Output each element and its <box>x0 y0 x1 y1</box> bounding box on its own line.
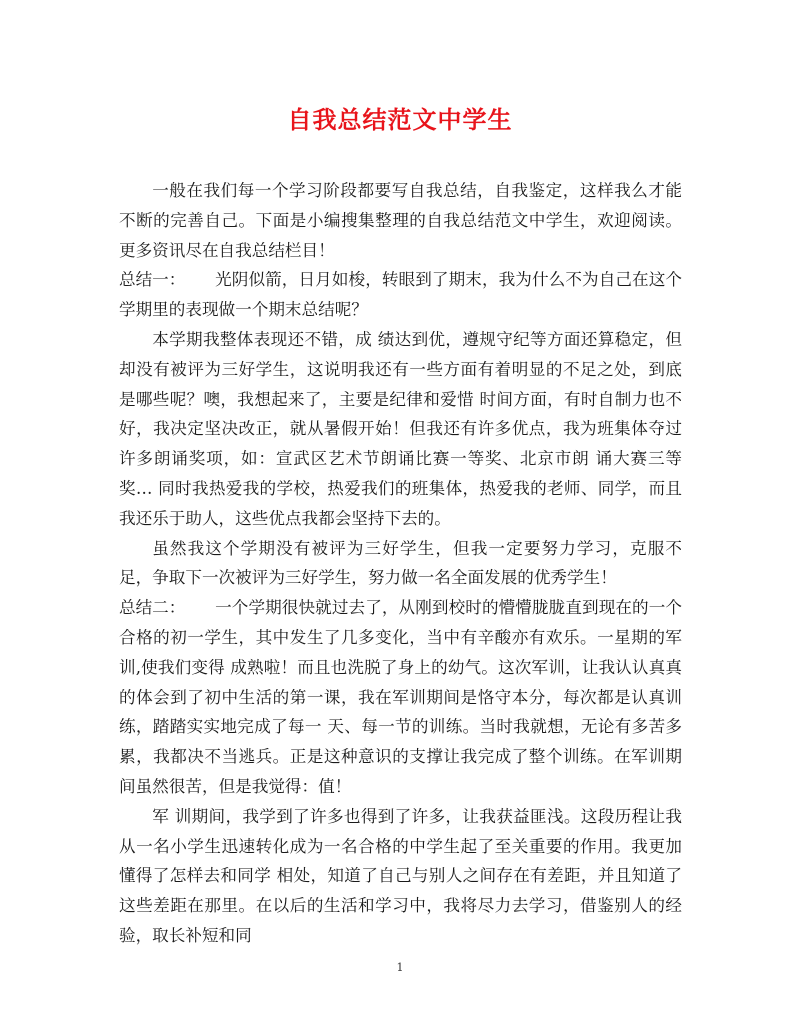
section1-label: 总结一： <box>119 270 186 290</box>
section1-first-paragraph <box>119 265 682 325</box>
section1-first-text: 光阴似箭，日月如梭，转眼到了期末，我为什么不为自己在这个学期里的表现做一个期末总结呢？ <box>119 270 682 320</box>
section2-paragraph-2: 军 训期间，我学到了许多也得到了许多，让我获益匪浅。这段历程让我从一名小学生迅速转化成为一名合格的中学生起了至关重要的作用。我更加懂得了怎样去和同学 相处，知道了自己与别人之间存在有差距，并且知道了这些差距在那里。在以后的生活和学习中，我将尽力去学习，借鉴别人的经验，取长补短和同 <box>119 806 682 945</box>
section2-label: 总结二： <box>119 598 186 618</box>
page-number: 1 <box>396 961 404 974</box>
section2-first-paragraph <box>119 593 682 802</box>
intro-paragraph: 一般在我们每一个学习阶段都要写自我总结，自我鉴定，这样我么才能不断的完善自己。下面是小编搜集整理的自我总结范文中学生，欢迎阅读。更多资讯尽在自我总结栏目！ <box>119 181 682 260</box>
document-title: 自我总结范文中学生 <box>287 105 513 134</box>
section2-first-text: 一个学期很快就过去了，从刚到校时的懵懵胧胧直到现在的一个合格的初一学生，其中发生了几多变化，当中有辛酸亦有欢乐。一星期的军训,使我们变得 成熟啦！而且也洗脱了身上的幼气。这次军训，让我认认真真的体会到了初中生活的第一课，我在军训期间是恪守本分，每次都是认真训练，踏踏实实地完成了每一 天、每一节的训练。当时我就想，无论有多苦多累，我都决不当逃兵。正是这种意识的支撑让我完成了整个训练。在军训期间虽然很苦，但是我觉得：值！ <box>119 598 682 796</box>
section1-paragraph-2: 本学期我整体表现还不错，成 绩达到优，遵规守纪等方面还算稳定，但却没有被评为三好学生，这说明我还有一些方面有着明显的不足之处，到底是哪些呢？噢，我想起来了，主要是纪律和爱惜 时间方面，有时自制力也不好，我决定坚决改正，就从暑假开始！但我还有许多优点，我为班集体夺过许多朗诵奖项，如：宣武区艺术节朗诵比赛一等奖、北京市朗 诵大赛三等奖… 同时我热爱我的学校，热爱我们的班集体，热爱我的老师、同学，而且我还乐于助人，这些优点我都会坚持下去的。 <box>119 329 682 528</box>
section1-paragraph-3: 虽然我这个学期没有被评为三好学生，但我一定要努力学习，克服不足，争取下一次被评为三好学生，努力做一名全面发展的优秀学生！ <box>119 538 682 588</box>
document-body <box>119 176 682 951</box>
